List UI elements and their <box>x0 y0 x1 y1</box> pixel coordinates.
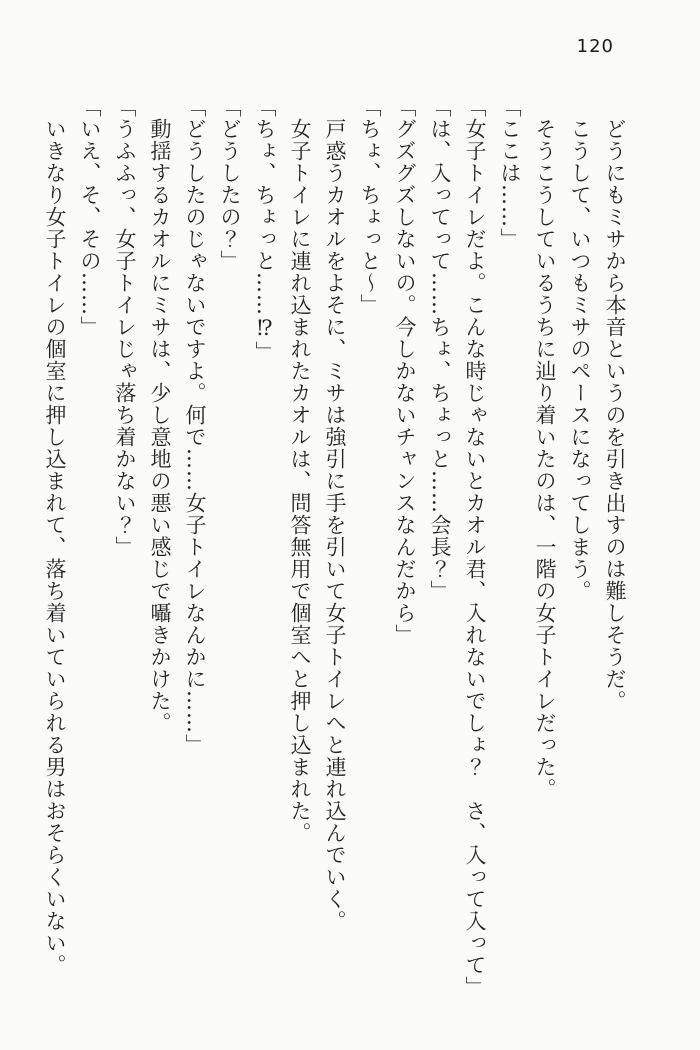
text-line-17: いきなり女子トイレの個室に押し込まれて、落ち着いていられる男はおそらくいない。 <box>43 96 67 976</box>
text-line-12: 「どうしたの？」 <box>218 96 242 272</box>
text-line-3: そうこうしているうちに辿り着いたのは、一階の女子トイレだった。 <box>533 96 557 800</box>
text-line-13: 「どうしたのじゃないですよ。何で……女子トイレなんかに……」 <box>183 96 207 756</box>
text-line-7: 「グズグズしないの。今しかないチャンスなんだから」 <box>393 96 417 646</box>
text-line-10: 女子トイレに連れ込まれたカオルは、問答無用で個室へと押し込まれた。 <box>288 96 312 844</box>
text-line-4: 「ここは……」 <box>498 96 522 250</box>
text-line-14: 動揺するカオルにミサは、少し意地の悪い感じで囁きかけた。 <box>148 96 172 734</box>
text-body <box>37 96 632 1008</box>
text-line-2: こうして、いつもミサのペースになってしまう。 <box>568 96 592 602</box>
text-line-5: 「女子トイレだよ。こんな時じゃないとカオル君、入れないでしょ？ さ、入って入って」 <box>463 96 487 998</box>
text-line-8: 「ちょ、ちょっと〜」 <box>358 96 382 316</box>
text-line-15: 「うふふっ、女子トイレじゃ落ち着かない？」 <box>113 96 137 558</box>
text-line-1: どうにもミサから本音というのを引き出すのは難しそうだ。 <box>603 96 627 712</box>
page-number: 120 <box>576 36 614 57</box>
text-line-6: 「は、入ってって……ちょ、ちょっと……会長？」 <box>428 96 452 602</box>
text-line-16: 「いえ、そ、その……」 <box>78 96 102 338</box>
text-line-11: 「ちょ、ちょっと……⁉」 <box>253 96 277 363</box>
text-line-9: 戸惑うカオルをよそに、ミサは強引に手を引いて女子トイレへと連れ込んでいく。 <box>323 96 347 932</box>
